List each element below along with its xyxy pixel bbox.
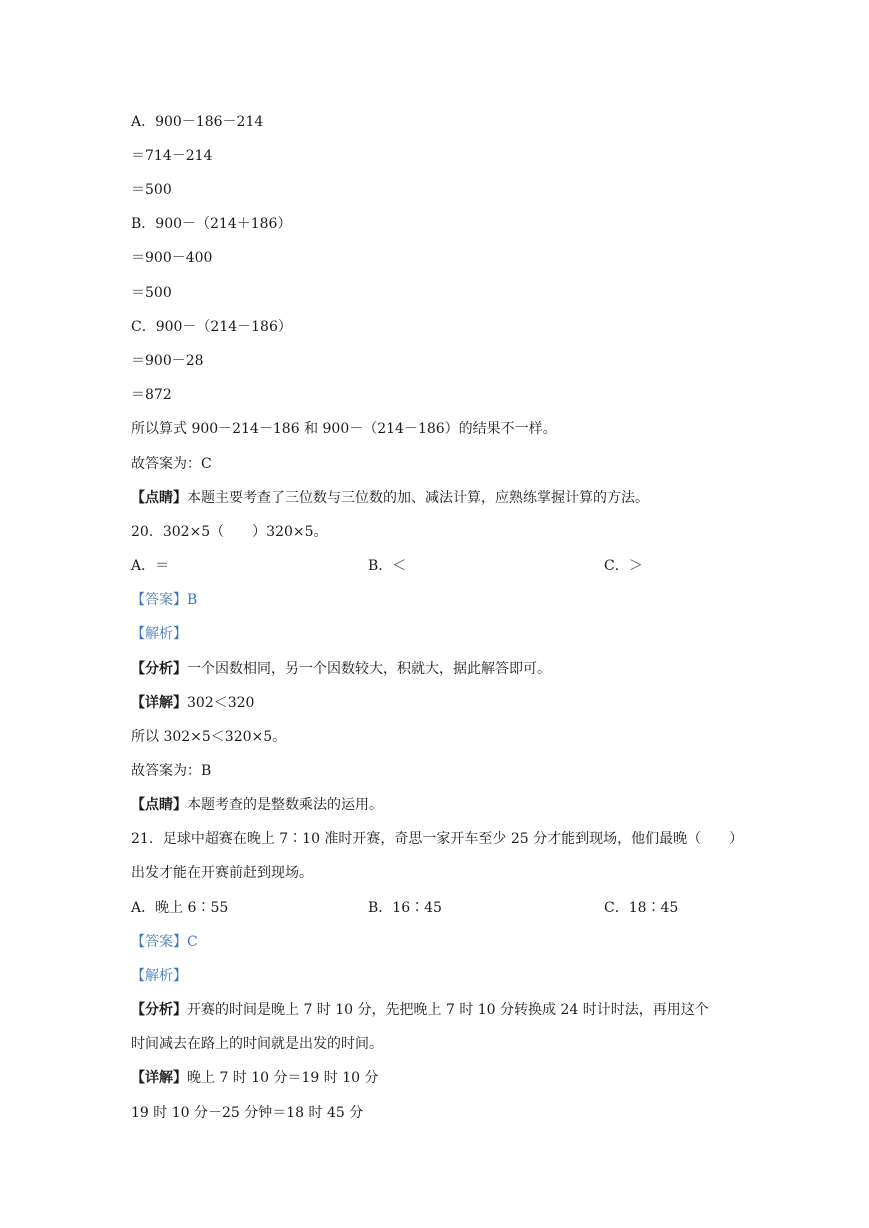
- question-20-dianjing: 【点睛】本题考查的是整数乘法的运用。: [131, 797, 383, 813]
- solution-line: ＝900－28: [131, 353, 204, 369]
- section-label: 【点睛】: [131, 797, 187, 813]
- question-21-answer: 【答案】C: [131, 934, 198, 950]
- question-21-xiangjie: 【详解】晚上 7 时 10 分＝19 时 10 分: [131, 1070, 379, 1086]
- solution-line: ＝714－214: [131, 148, 213, 164]
- question-21-stem-line1: 21．足球中超赛在晚上 7∶10 准时开赛，奇思一家开车至少 25 分才能到现场，他们最晚（ ）: [131, 831, 744, 847]
- question-21-option-a: A．晚上 6∶55: [131, 900, 229, 916]
- question-20-stem: 20．302×5（ ）320×5。: [131, 524, 328, 540]
- solution-line: ＝872: [131, 387, 172, 403]
- question-21-stem-line2: 出发才能在开赛前赶到现场。: [131, 865, 313, 881]
- question-20-line: 所以 302×5＜320×5。: [131, 729, 287, 745]
- question-21-jiexi: 【解析】: [131, 968, 187, 984]
- question-20-option-c: C．＞: [604, 558, 643, 574]
- solution-line-c: C．900－（214－186）: [131, 319, 292, 335]
- question-21-fenxi-line2: 时间减去在路上的时间就是出发的时间。: [131, 1036, 383, 1052]
- section-label: 【分析】: [131, 661, 187, 677]
- question-20-jiexi: 【解析】: [131, 626, 187, 642]
- question-20-xiangjie: 【详解】302＜320: [131, 695, 255, 711]
- solution-line: ＝900－400: [131, 250, 213, 266]
- section-label: 【详解】: [131, 695, 187, 711]
- answer-label: 【答案】B: [131, 592, 198, 608]
- solution-line: ＝500: [131, 285, 172, 301]
- question-20-answer: [131, 590, 197, 610]
- question-21-calc: 19 时 10 分－25 分钟＝18 时 45 分: [131, 1105, 364, 1121]
- section-label: 【分析】: [131, 1002, 187, 1018]
- solution-line: ＝500: [131, 182, 172, 198]
- question-20-option-a: A．＝: [131, 558, 170, 574]
- solution-summary: 所以算式 900－214－186 和 900－（214－186）的结果不一样。: [131, 421, 557, 437]
- question-21-option-b: B．16∶45: [368, 900, 442, 916]
- solution-line-b: B．900－（214＋186）: [131, 216, 292, 232]
- section-label: 【详解】: [131, 1070, 187, 1086]
- question-20-conclusion: 故答案为：B: [131, 763, 212, 779]
- solution-dianjing: 【点睛】本题主要考查了三位数与三位数的加、减法计算，应熟练掌握计算的方法。: [131, 490, 649, 506]
- section-label: 【点睛】: [131, 490, 187, 506]
- question-20-fenxi: 【分析】一个因数相同，另一个因数较大，积就大，据此解答即可。: [131, 661, 551, 677]
- question-20-option-b: B．＜: [368, 558, 407, 574]
- question-21-option-c: C．18∶45: [604, 900, 679, 916]
- solution-line-a: A．900－186－214: [131, 114, 264, 130]
- question-21-fenxi-line1: 【分析】开赛的时间是晚上 7 时 10 分，先把晚上 7 时 10 分转换成 24 时计时法，再用这个: [131, 1002, 709, 1018]
- solution-answer: 故答案为：C: [131, 456, 212, 472]
